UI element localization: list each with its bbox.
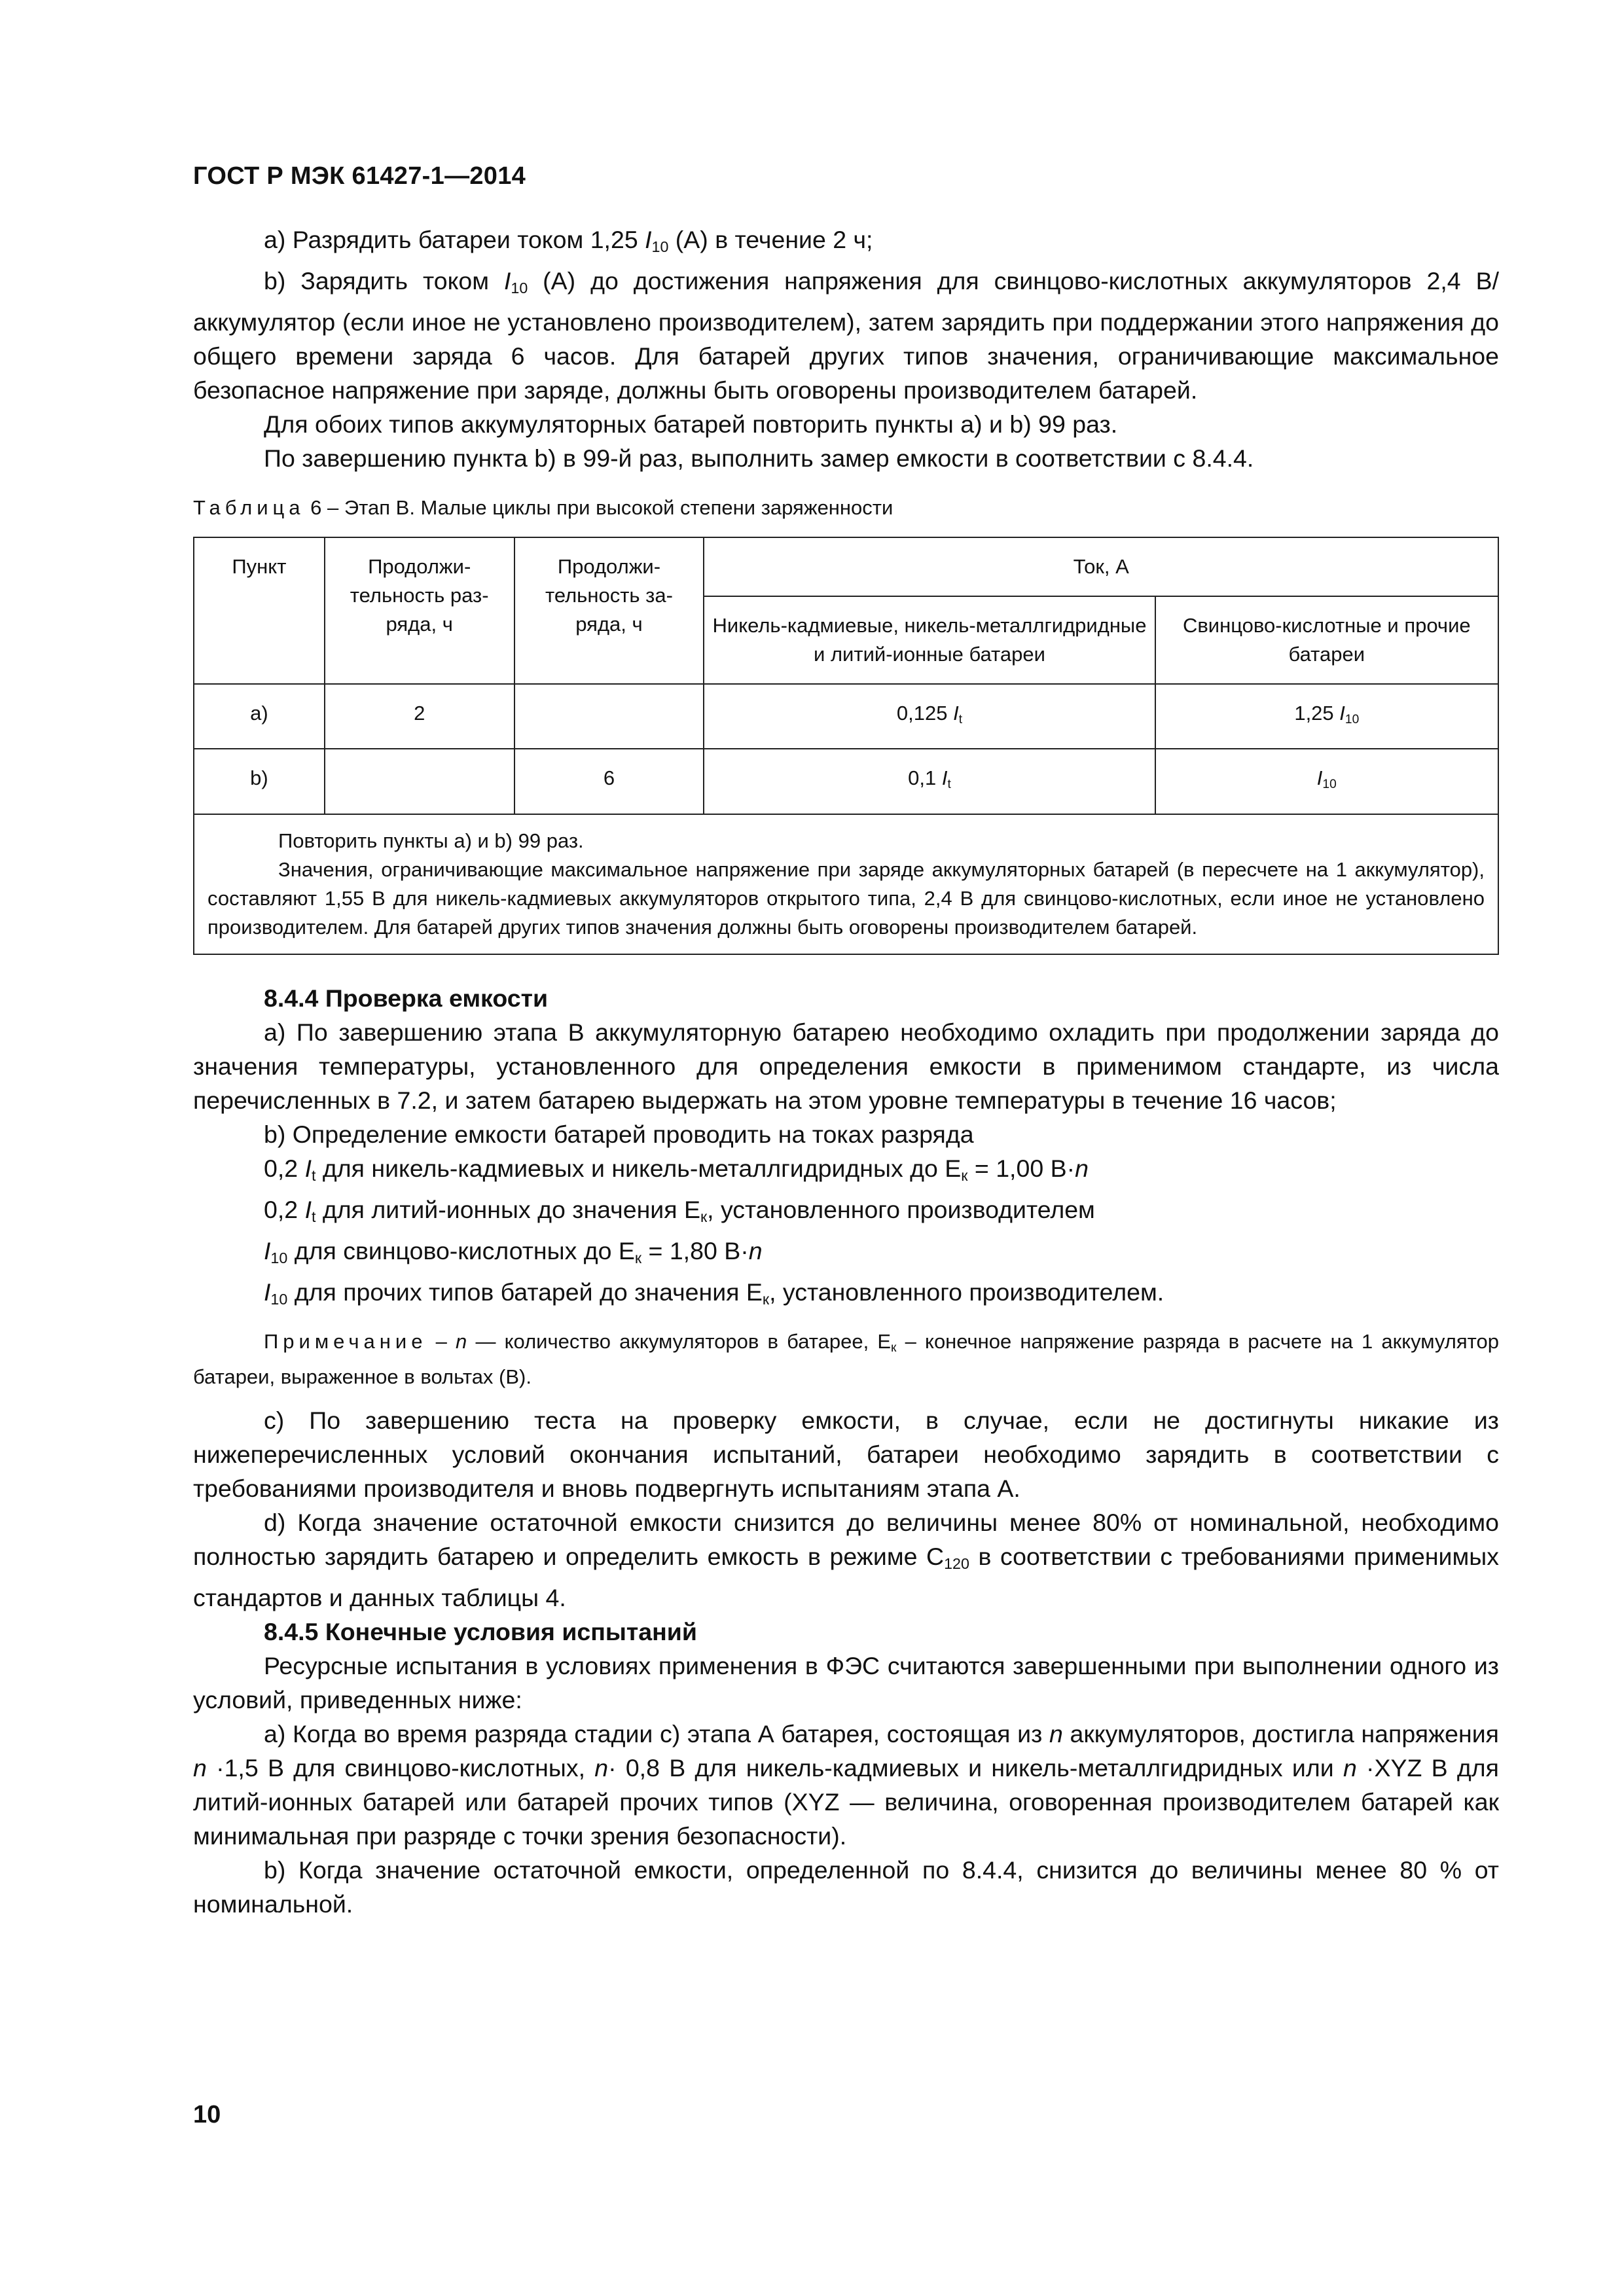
cell-lead: 1,25 $I_{10}$ bbox=[1155, 684, 1498, 749]
s844-current-3: $I_{10}$ для свинцово-кислотных до $Е_к = 1,80$ В·n bbox=[264, 1236, 763, 1266]
table-caption: Таблица 6 – Этап В. Малые циклы при высокой степени заряженности bbox=[193, 495, 893, 519]
s844-current-4: $I_{10}$ для прочих типов батарей до значения $Е_к$, установленного производителем. bbox=[264, 1278, 1164, 1308]
cell-item: b) bbox=[194, 749, 325, 814]
s844-current-2: 0,2 $I_t$ для литий-ионных до значения $Е_к$, установленного производителем bbox=[264, 1196, 1095, 1225]
intro-item-b: b) Зарядить током $I_{10}$ (А) до достижения напряжения для свинцово-кислотных аккумуляторов 2,4 В/аккумулятор (если иное не установлено производителем), затем зарядить при поддержании этого напряжения до общего времени заряда 6 часов. Для батарей других типов значения, ограничивающие максимальное безопасное напряжение при заряде, должны быть оговорены производителем батарей. bbox=[193, 266, 1499, 404]
s844-item-a: а) По завершению этапа В аккумуляторную батарею необходимо охладить при продолжении заряда до значения температуры, установленного для определения емкости в применимом стандарте, из числа перечисленных в 7.2, и затем батарею выдержать на этом уровне температуры в течение 16 часов; bbox=[193, 1018, 1499, 1115]
table-row bbox=[194, 684, 1498, 749]
table-note bbox=[194, 814, 1498, 954]
s844-note: Примечание – n — количество аккумуляторов в батарее, $Е_к$ – конечное напряжение разряда в расчете на 1 аккумулятор батареи, выраженное в вольтах (В). bbox=[193, 1330, 1499, 1389]
s844-item-c: с) По завершению теста на проверку емкости, в случае, если не достигнуты никакие из нижеперечисленных условий окончания испытаний, батареи необходимо зарядить в соответствии с требованиями производителя и вновь подвергнуть испытаниям этапа А. bbox=[193, 1407, 1499, 1503]
cell-discharge bbox=[325, 749, 514, 814]
table-note-row bbox=[194, 814, 1498, 954]
s845-item-b: b) Когда значение остаточной емкости, определенной по 8.4.4, снизится до величины менее 80 % от номинальной. bbox=[193, 1856, 1499, 1918]
cell-item: а) bbox=[194, 684, 325, 749]
s844-item-d: d) Когда значение остаточной емкости снизится до величины менее 80% от номинальной, необходимо полностью зарядить батарею и определить емкость в режиме $С_{120}$ в соответствии с требованиями применимых стандартов и данных таблицы 4. bbox=[193, 1509, 1499, 1612]
cell-charge: 6 bbox=[514, 749, 704, 814]
s844-current-1: 0,2 $I_t$ для никель-кадмиевых и никель-металлгидридных до $Е_к = 1,00$ В·n bbox=[264, 1155, 1089, 1185]
cell-charge bbox=[514, 684, 704, 749]
s845-intro: Ресурсные испытания в условиях применения в ФЭС считаются завершенными при выполнении одного из условий, приведенных ниже: bbox=[193, 1652, 1499, 1714]
cell-lead: $I_{10}$ bbox=[1155, 749, 1498, 814]
cell-nicd: 0,125 $I_t$ bbox=[704, 684, 1155, 749]
table-note-limits: Значения, ограничивающие максимальное напряжение при заряде аккумуляторных батарей (в пересчете на 1 аккумулятор), составляют 1,55 В для никель-кадмиевых аккумуляторов открытого типа, 2,4 В для свинцово-кислотных, если иное не установлено производителем. Для батарей других типов значения должны быть оговорены производителем батарей. bbox=[208, 858, 1485, 939]
cell-nicd: 0,1 $I_t$ bbox=[704, 749, 1155, 814]
header-item: Пункт bbox=[194, 537, 325, 684]
intro-repeat: Для обоих типов аккумуляторных батарей повторить пункты а) и b) 99 раз. bbox=[264, 410, 1118, 438]
header-current: Ток, А bbox=[704, 537, 1498, 596]
section-8-4-5-heading: 8.4.5 Конечные условия испытаний bbox=[264, 1618, 697, 1646]
table-6 bbox=[193, 537, 1499, 956]
table-row bbox=[194, 749, 1498, 814]
header-lead: Свинцово-кислотные и прочие батареи bbox=[1155, 596, 1498, 684]
page-number: 10 bbox=[193, 2101, 221, 2128]
intro-item-a: а) Разрядить батареи током 1,25 $I_{10}$ (А) в течение 2 ч; bbox=[264, 226, 873, 255]
cell-discharge: 2 bbox=[325, 684, 514, 749]
header-charge: Продолжи-тельность за-ряда, ч bbox=[514, 537, 704, 684]
table-header-row bbox=[194, 537, 1498, 596]
document-body bbox=[193, 223, 1499, 1921]
s845-item-a: а) Когда во время разряда стадии с) этапа А батарея, состоящая из n аккумуляторов, достигла напряжения n ·1,5 В для свинцово-кислотных, n· 0,8 В для никель-кадмиевых и никель-металлгидридных или n ·XYZ В для литий-ионных батарей или батарей прочих типов (XYZ — величина, оговоренная производителем батарей как минимальная при разряде с точки зрения безопасности). bbox=[193, 1720, 1499, 1850]
header-discharge: Продолжи-тельность раз-ряда, ч bbox=[325, 537, 514, 684]
section-8-4-4-heading: 8.4.4 Проверка емкости bbox=[264, 984, 549, 1013]
table-note-repeat: Повторить пункты а) и b) 99 раз. bbox=[278, 829, 584, 853]
header-nicd: Никель-кадмиевые, никель-металлгидридные и литий-ионные батареи bbox=[704, 596, 1155, 684]
document-header: ГОСТ Р МЭК 61427-1—2014 bbox=[193, 162, 526, 190]
intro-measure: По завершению пункта b) в 99-й раз, выполнить замер емкости в соответствии с 8.4.4. bbox=[264, 444, 1254, 472]
s844-item-b: b) Определение емкости батарей проводить на токах разряда bbox=[264, 1121, 974, 1149]
